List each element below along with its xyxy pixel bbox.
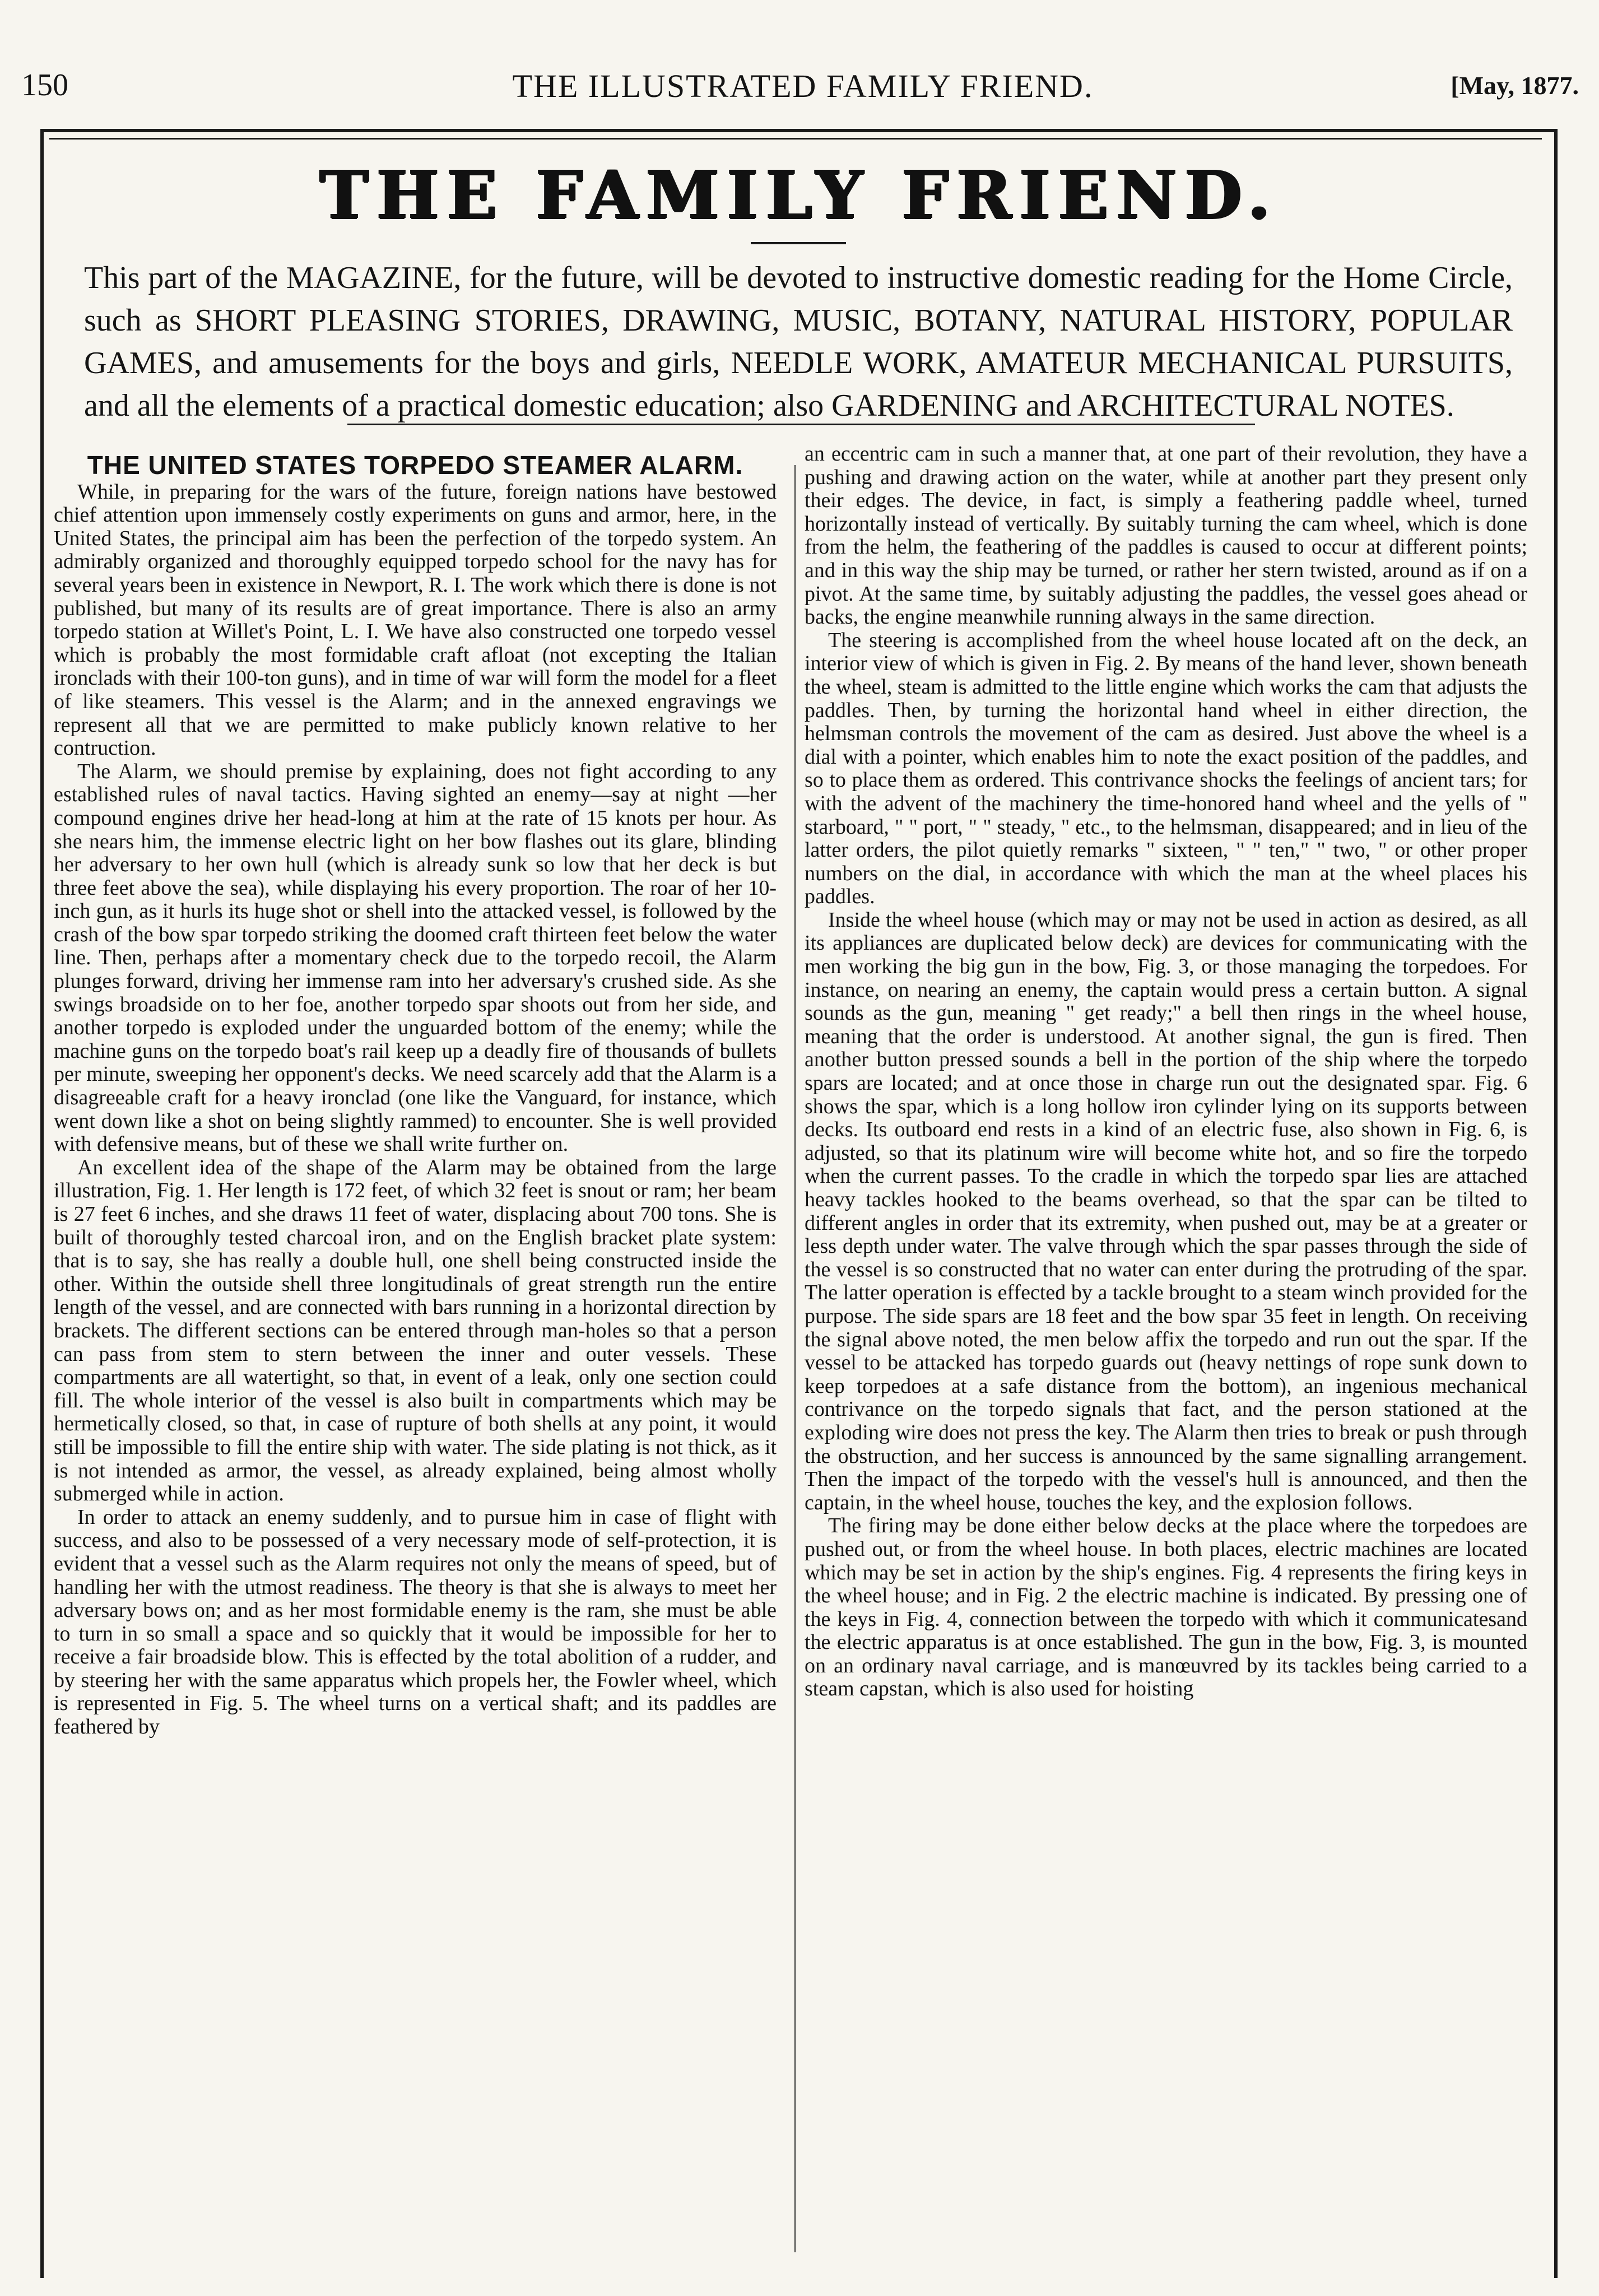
frame-inner-rule <box>49 138 1542 140</box>
page-number: 150 <box>21 68 68 103</box>
left-column <box>54 443 777 2264</box>
running-head <box>21 67 1584 115</box>
section-intro: This part of the MAGAZINE, for the future, will be devoted to instructive domestic reading for the Home Circle, such as SHORT PLEASING STORIES, DRAWING, MUSIC, BOTANY, NATURAL HISTORY, POPULAR GAMES, and amusements for the boys and girls, NEEDLE WORK, AMATEUR MECHANICAL PURSUITS, and all the elements of a practical domestic education; also GARDENING and ARCHITECTURAL NOTES. <box>84 261 1513 423</box>
masthead-rule <box>751 242 846 244</box>
article-paragraph: The firing may be done either below decks at the place where the torpedoes are pushed out, or from the wheel house. In both places, electric machines are located which may be set in action by the ship's engines. Fig. 4 represents the firing keys in the wheel house; and in Fig. 2 the electric machine is indicated. By pressing one of the keys in Fig. 4, connection between the torpedo with which it communicatesand the electric apparatus is at once established. The gun in the bow, Fig. 3, is mounted on an ordinary naval carriage, and is manœuvred by its tackles being carried to a steam capstan, which is also used for hoisting <box>805 1514 1527 1701</box>
publication-title: THE ILLUSTRATED FAMILY FRIEND. <box>512 68 1094 104</box>
article-paragraph: The steering is accomplished from the wheel house located aft on the deck, an interior view of which is given in Fig. 2. By means of the hand lever, shown beneath the wheel, steam is admitted to the little engine which works the cam that adjusts the paddles. Then, by turning the horizontal hand wheel in either direction, the helmsman controls the movement of the cam as desired. Just above the wheel is a dial with a pointer, which enables him to note the exact position of the paddles, and so to place them as ordered. This contrivance shocks the feelings of ancient tars; for with the advent of the machinery the time-honored hand wheel and the yells of " starboard, " " port, " " steady, " etc., to the helmsman, disappeared; and in lieu of the latter orders, the pilot quietly remarks " sixteen, " " ten," " two, " or other proper numbers on the dial, in accordance with which the man at the wheel places his paddles. <box>805 628 1527 909</box>
article-paragraph: an eccentric cam in such a manner that, at one part of their revolution, they have a pushing and drawing action on the water, while at another part they present only their edges. The device, in fact, is simply a feathering paddle wheel, turned horizontally instead of vertically. By suitably turning the cam wheel, which is done from the helm, the feathering of the paddles is caused to occur at different points; and in this way the ship may be turned, or rather her stern twisted, around as if on a pivot. At the same time, by suitably adjusting the paddles, the vessel goes ahead or backs, the engine meanwhile running always in the same direction. <box>805 443 1527 629</box>
column-divider <box>794 465 796 2252</box>
article-paragraph: Inside the wheel house (which may or may not be used in action as desired, as all its appliances are duplicated below deck) are devices for communicating with the men working the big gun in the bow, Fig. 3, or those managing the torpedoes. For instance, on nearing an enemy, the captain would press a certain button. A signal sounds as the gun, meaning " get ready;" a bell then rings in the wheel house, meaning that the order is understood. At another signal, the gun is fired. Then another button pressed sounds a bell in the portion of the ship where the torpedo spars are located; and at once those in charge run out the designated spar. Fig. 6 shows the spar, which is a long hollow iron cylinder lying on its supports between decks. Its outboard end rests in a kind of an electric fuse, also shown in Fig. 6, is adjusted, so that its platinum wire will become white hot, and so fire the torpedo when the current passes. To the cradle in which the torpedo spar lies are attached heavy tackles hooked to the beams overhead, so that the spar can be tilted to different angles in order that its extremity, when pushed out, may be at a greater or less depth under water. The valve through which the spar passes through the side of the vessel is so constructed that no water can enter during the protruding of the spar. The latter operation is effected by a tackle brought to a steam winch provided for the purpose. The side spars are 18 feet and the bow spar 35 feet in length. On receiving the signal above noted, the men below affix the torpedo and run out the spar. If the vessel to be attacked has torpedo guards out (heavy nettings of rope sunk down to keep torpedoes at a safe distance from the bottom), an ingenious mechanical contrivance on the torpedo signals that fact, and the person stationed at the exploding wire does not press the key. The Alarm then tries to break or push through the obstruction, and her success is announced by the same signalling arrangement. Then the impact of the torpedo with the vessel's hull is announced, and then the captain, in the wheel house, touches the key, and the explosion follows. <box>805 908 1527 1514</box>
article-title: THE UNITED STATES TORPEDO STEAMER ALARM. <box>87 450 743 480</box>
section-masthead: THE FAMILY FRIEND. <box>319 156 1279 234</box>
issue-date: [May, 1877. <box>1451 71 1579 100</box>
article-paragraph: The Alarm, we should premise by explaining, does not fight according to any established rules of naval tactics. Having sighted an enemy—say at night —her compound engines drive her head-long at him at the rate of 15 knots per hour. As she nears him, the immense electric light on her bow flashes out its glare, blinding her adversary to her own hull (which is already sunk so low that her deck is but three feet above the sea), while displaying his every proportion. The roar of her 10-inch gun, as it hurls its huge shot or shell into the attacked vessel, is followed by the crash of the bow spar torpedo striking the doomed craft thirteen feet below the water line. Then, perhaps after a momentary check due to the torpedo recoil, the Alarm plunges forward, driving her immense ram into her adversary's crushed side. As she swings broadside on to her foe, another torpedo spar shoots out from her side, and another torpedo is exploded under the unguarded bottom of the enemy; while the machine guns on the torpedo boat's rail keep up a deadly fire of thousands of bullets per minute, sweeping her opponent's decks. We need scarcely add that the Alarm is a disagreeable craft for a heavy ironclad (one like the Vanguard, for instance, which went down like a shot on being slightly rammed) to encounter. She is well provided with defensive means, but of these we shall write further on. <box>54 759 777 1156</box>
article-paragraph: While, in preparing for the wars of the future, foreign nations have bestowed chief attention upon immensely costly experiments on guns and armor, here, in the United States, the principal aim has been the perfection of the torpedo system. An admirably organized and thoroughly equipped torpedo school for the navy has for several years been in existence in Newport, R. I. The work which there is done is not published, but many of its results are of great importance. There is also an army torpedo station at Willet's Point, L. I. We have also constructed one torpedo vessel which is probably the most formidable craft afloat (not excepting the Italian ironclads with their 100-ton guns), and in time of war will form the model for a fleet of like steamers. This vessel is the Alarm; and in the annexed engravings we represent all that we are permitted to make publicly known relative to her contruction. <box>54 480 777 760</box>
article-paragraph: An excellent idea of the shape of the Alarm may be obtained from the large illustration, Fig. 1. Her length is 172 feet, of which 32 feet is snout or ram; her beam is 27 feet 6 inches, and she draws 11 feet of water, displacing about 700 tons. She is built of thoroughly tested charcoal iron, and on the English bracket plate system: that is to say, she has really a double hull, one shell being constructed inside the other. Within the outside shell three longitudinals of great strength run the entire length of the vessel, and are connected with bars running in a horizontal direction by brackets. The different sections can be entered through man-holes so that a person can pass from stem to stern between the inner and outer vessels. These compartments are all watertight, so that, in event of a leak, only one section could fill. The whole interior of the vessel is also built in compartments which may be hermetically closed, so that, in case of rupture of both shells at any point, it would still be impossible to fill the entire ship with water. The side plating is not thick, as it is not intended as armor, the vessel, as already explained, being almost wholly submerged while in action. <box>54 1155 777 1506</box>
article-paragraph: In order to attack an enemy suddenly, and to pursue him in case of flight with success, and also to be possessed of a very necessary mode of self-protection, it is evident that a vessel such as the Alarm requires not only the means of speed, but of handling her with the utmost readiness. The theory is that she is always to meet her adversary bows on; and as her most formidable enemy is the ram, she must be able to turn in so small a space and so quickly that it would be impossible for her to receive a fair broadside blow. This is effected by the total abolition of a rudder, and by steering her with the same apparatus which propels her, the Fowler wheel, which is represented in Fig. 5. The wheel turns on a vertical shaft; and its paddles are feathered by <box>54 1505 777 1739</box>
right-column <box>805 443 1527 2264</box>
intro-rule <box>347 424 1255 425</box>
